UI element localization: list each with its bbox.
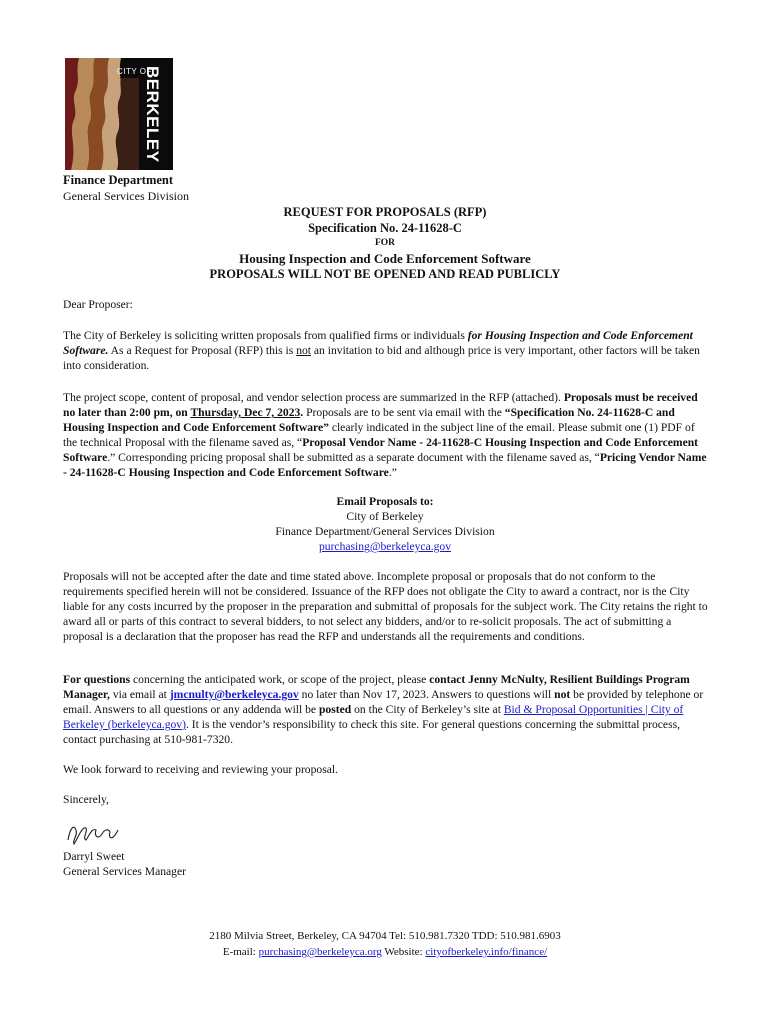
contact-email-link[interactable]: jmcnulty@berkeleyca.gov bbox=[169, 688, 299, 701]
email-proposals-block bbox=[0, 494, 770, 554]
salutation: Dear Proposer: bbox=[63, 298, 133, 311]
public-opening-notice: PROPOSALS WILL NOT BE OPENED AND READ PUBLICLY bbox=[209, 267, 561, 281]
purchasing-email-link[interactable]: purchasing@berkeleyca.gov bbox=[318, 540, 452, 553]
logo-berkeley: BERKELEY bbox=[143, 66, 162, 163]
project-title: Housing Inspection and Code Enforcement Software bbox=[239, 251, 531, 266]
paragraph-intro: The City of Berkeley is soliciting written proposals from qualified firms or individuals for Housing Inspection and Code Enforcement Software. As a Request for Proposal (RFP) this is not an invitation to bid and although price is very important, other factors will be taken into consideration. bbox=[63, 329, 700, 372]
city-logo bbox=[65, 58, 173, 170]
paragraph-questions: For questions concerning the anticipated work, or scope of the project, please contact Jenny McNulty, Resilient Buildings Program Manager, via email at jmcnulty@berkeleyca.gov no later than Nov 17, 2023. Answers to questions will not be provided by telephone or email. Answers to all questions or any addenda will be posted on the City of Berkeley’s site at Bid & Proposal Opportunities | City of Berkeley (berkeleyca.gov). It is the vendor’s responsibility to check this site. For general questions concerning the submittal process, contact purchasing at 510-981-7320. bbox=[63, 673, 704, 746]
paragraph-conditions: Proposals will not be accepted after the date and time stated above. Incomplete proposal or proposals that do not conform to the requirements specified herein will not be considered. Issuance of the RFP does not obligate the City to award a contract, nor is the City liable for any costs incurred by the proposer in the preparation and submittal of proposals for the subject work. The City retains the right to award all or parts of this contract to several bidders, to not select any bidders, and/or to re-solicit proposals. The act of submitting a proposal is a declaration that the proposer has read the RFP and understands all the requirements and conditions. bbox=[63, 570, 708, 643]
bid-opportunities-link[interactable]: Bid & Proposal Opportunities | City of Berkeley (berkeleyca.gov) bbox=[63, 703, 684, 731]
paragraph-closing: We look forward to receiving and reviewing your proposal. bbox=[63, 763, 338, 776]
logo-city-of: CITY OF bbox=[117, 67, 152, 76]
sincerely: Sincerely, bbox=[63, 793, 109, 806]
division-name: General Services Division bbox=[63, 189, 189, 203]
title-for: FOR bbox=[374, 238, 396, 248]
email-heading: Email Proposals to: bbox=[336, 495, 434, 508]
footer-email-link[interactable]: purchasing@berkeleyca.org bbox=[258, 946, 382, 958]
footer-address: 2180 Milvia Street, Berkeley, CA 94704 Tel: 510.981.7320 TDD: 510.981.6903 bbox=[209, 930, 561, 942]
email-division: Finance Department/General Services Division bbox=[275, 525, 495, 538]
department-name: Finance Department bbox=[63, 173, 174, 187]
paragraph-submission: The project scope, content of proposal, and vendor selection process are summarized in the RFP (attached). Proposals must be received no later than 2:00 pm, on Thursday, Dec 7, 2023. Proposals are to be sent via email with the “Specification No. 24-11628-C and Housing Inspection and Code Enforcement Software” clearly indicated in the subject line of the email. Please submit one (1) PDF of the technical Proposal with the filename saved as, “Proposal Vendor Name - 24-11628-C Housing Inspection and Code Enforcement Software.” Corresponding pricing proposal shall be submitted as a separate document with the filename saved as, “Pricing Vendor Name - 24-11628-C Housing Inspection and Code Enforcement Software.” bbox=[63, 391, 707, 479]
footer-website-link[interactable]: cityofberkeley.info/finance/ bbox=[425, 946, 548, 958]
signer-title: General Services Manager bbox=[63, 865, 186, 878]
rfp-title: REQUEST FOR PROPOSALS (RFP) bbox=[283, 205, 487, 219]
footer-contact: E-mail: purchasing@berkeleyca.org Website: cityofberkeley.info/finance/ bbox=[222, 946, 548, 958]
signature bbox=[64, 820, 124, 852]
email-org: City of Berkeley bbox=[346, 510, 424, 523]
signer-name: Darryl Sweet bbox=[63, 850, 125, 863]
specification-number: Specification No. 24-11628-C bbox=[308, 221, 462, 235]
